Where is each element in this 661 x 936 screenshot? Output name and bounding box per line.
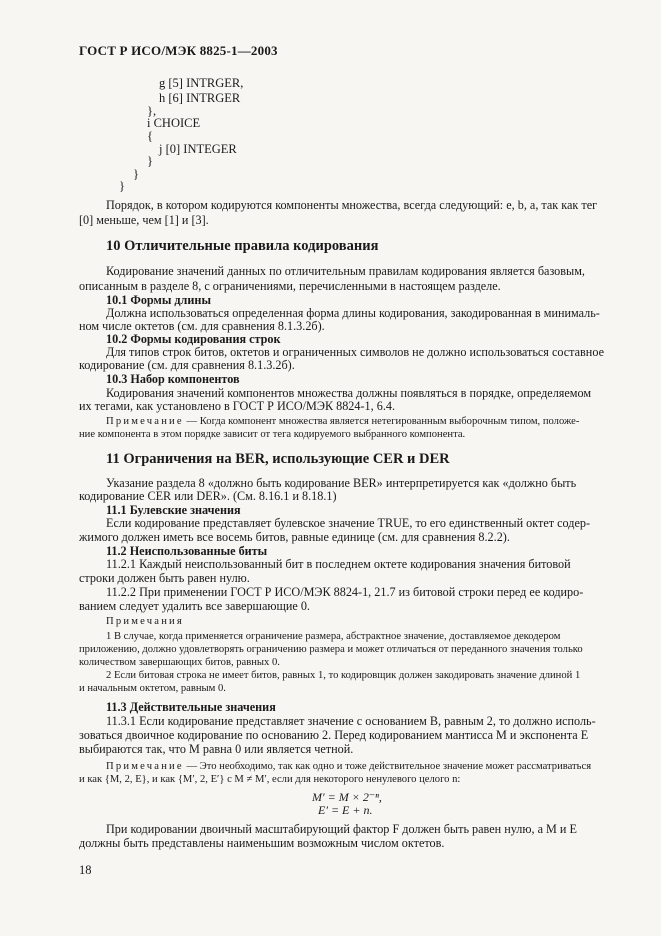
paragraph-line: ном числе октетов (см. для сравнения 8.1.3.2б).	[79, 319, 325, 333]
note-line: Примечание — Это необходимо, так как одно и тоже действительное значение может рассматриваться	[106, 761, 592, 772]
paragraph-line: жимого должен иметь все восемь битов, равные единице (см. для сравнения 8.2.2).	[79, 530, 510, 544]
page-number: 18	[79, 863, 92, 877]
note-line: Примечание — Когда компонент множества является нетегированным выборочным типом, положе-	[106, 416, 580, 427]
code-line: i CHOICE	[147, 116, 201, 130]
subsection-11-3-title: 11.3 Действительные значения	[106, 700, 276, 714]
note-line: 1 В случае, когда применяется ограничение размера, абстрактное значение, доставляемое декодером	[106, 631, 561, 642]
note-line: 2 Если битовая строка не имеет битов, равных 1, то кодировщик должен закодировать значение длиной 1	[106, 670, 581, 681]
section-10-title: 10 Отличительные правила кодирования	[106, 238, 379, 254]
subsection-10-1-title: 10.1 Формы длины	[106, 293, 211, 307]
paragraph-line: Для типов строк битов, октетов и ограниченных символов не должно использоваться составное	[106, 345, 604, 359]
section-11-title: 11 Ограничения на BER, использующие CER и DER	[106, 451, 450, 467]
paragraph-line: Если кодирование представляет булевское значение TRUE, то его единственный октет содер-	[106, 516, 591, 530]
code-line: }	[119, 179, 125, 193]
paragraph-line: строки должен быть равен нулю.	[79, 571, 250, 585]
subsection-10-3-title: 10.3 Набор компонентов	[106, 372, 240, 386]
formula-line: M′ = M × 2⁻ⁿ,	[312, 790, 382, 804]
intro-line: [0] меньше, чем [1] и [3].	[79, 213, 209, 227]
note-line: количеством завершающих битов, равных 0.	[79, 657, 280, 668]
paragraph-line: 11.3.1 Если кодирование представляет значение с основанием B, равным 2, то должно исполь-	[106, 714, 596, 728]
subsection-11-2-title: 11.2 Неиспользованные биты	[106, 544, 268, 558]
subsection-11-1-title: 11.1 Булевские значения	[106, 503, 241, 517]
paragraph-line: 11.2.2 При применении ГОСТ Р ИСО/МЭК 8824-1, 21.7 из битовой строки перед ее кодиро-	[106, 585, 584, 599]
paragraph-line: их тегами, как установлено в ГОСТ Р ИСО/МЭК 8824-1, 6.4.	[79, 399, 396, 413]
note-line: ние компонента в этом порядке зависит от тега кодируемого выбранного компонента.	[79, 429, 466, 440]
code-line: },	[147, 104, 157, 118]
code-line: j [0] INTEGER	[159, 142, 237, 156]
document-header: ГОСТ Р ИСО/МЭК 8825-1—2003	[79, 43, 278, 58]
paragraph-line: должны быть представлены наименьшим возможным числом октетов.	[79, 836, 445, 850]
paragraph-line: кодирование (см. для сравнения 8.1.3.2б).	[79, 358, 295, 372]
code-line: {	[147, 129, 153, 143]
paragraph-line: ванием следует удалить все завершающие 0.	[79, 599, 310, 613]
note-line: и начальным октетом, равным 0.	[79, 683, 226, 694]
subsection-10-2-title: 10.2 Формы кодирования строк	[106, 332, 281, 346]
note-line: приложению, должно удовлетворять ограничению размера и может отличаться от переданного значения только	[79, 644, 583, 655]
note-label: Примечание	[106, 761, 184, 772]
note-line: и как {M, 2, E}, и как {M′, 2, E′} с M ≠ M′, если для некоторого ненулевого целого n:	[79, 774, 461, 785]
paragraph-line: кодирование CER или DER». (См. 8.16.1 и 8.18.1)	[79, 489, 337, 503]
code-line: }	[133, 167, 139, 181]
paragraph-line: выбираются так, что M равна 0 или является четной.	[79, 742, 354, 756]
notes-label: Примечания	[106, 616, 184, 627]
paragraph-line: зоваться двоичное кодирование по основанию 2. Перед кодированием мантисса M и экспонента E	[79, 728, 589, 742]
paragraph-line: Кодирование значений данных по отличительным правилам кодирования является базовым,	[106, 264, 585, 278]
paragraph-line: Кодирования значений компонентов множества должны появляться в порядке, определяемом	[106, 386, 592, 400]
paragraph-line: Должна использоваться определенная форма длины кодирования, закодированная в минималь-	[106, 306, 600, 320]
paragraph-line: 11.2.1 Каждый неиспользованный бит в последнем октете кодирования значения битовой	[106, 557, 571, 571]
note-label: Примечание	[106, 416, 184, 427]
paragraph-line: Указание раздела 8 «должно быть кодирование BER» интерпретируется как «должно быть	[106, 476, 577, 490]
code-line: g [5] INTRGER,	[159, 76, 244, 90]
paragraph-line: описанным в разделе 8, с ограничениями, перечисленными в настоящем разделе.	[79, 279, 501, 293]
formula-line: E′ = E + n.	[318, 803, 373, 817]
intro-line: Порядок, в котором кодируются компоненты множества, всегда следующий: e, b, a, так как тег	[106, 198, 598, 212]
code-line: }	[147, 154, 153, 168]
paragraph-line: При кодировании двоичный масштабирующий фактор F должен быть равен нулю, а M и E	[106, 822, 577, 836]
code-line: h [6] INTRGER	[159, 91, 241, 105]
